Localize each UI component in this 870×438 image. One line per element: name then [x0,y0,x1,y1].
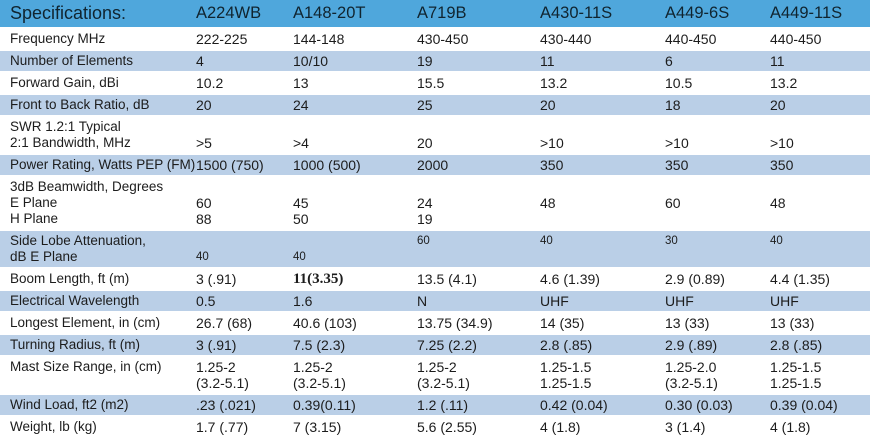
table-row [0,395,870,415]
spec-cell: 40 [196,251,209,263]
spec-cell: .23 (.021) [196,397,256,413]
table-row [0,177,870,229]
spec-cell: 2000 [417,157,449,173]
spec-cell: 20 [196,97,212,113]
table-row [0,155,870,175]
spec-cell: 222-225 [196,31,248,47]
spec-cell: 48 [540,195,556,211]
spec-cell: 25 [417,97,433,113]
column-header: A449-11S [770,4,843,22]
spec-cell: 48 [770,195,786,211]
spec-cell: 10/10 [293,53,329,69]
spec-cell: 13 [293,75,309,91]
spec-cell: UHF [540,293,569,309]
table-header-row [0,0,870,27]
table-row [0,95,870,115]
row-label: Forward Gain, dBi [10,75,119,90]
spec-cell: 13.5 (4.1) [417,271,477,287]
spec-cell: 40.6 (103) [293,315,357,331]
spec-cell: 60 88 [196,195,212,227]
spec-cell: 6 [665,53,673,69]
spec-cell: 13.2 [540,75,568,91]
spec-cell: 4 [196,53,204,69]
spec-cell: 1.6 [293,293,313,309]
spec-cell: 13.2 [770,75,798,91]
row-label: Mast Size Range, in (cm) [10,359,162,374]
row-label: Number of Elements [10,53,134,68]
spec-cell: 19 [417,53,433,69]
column-header: A449-6S [665,4,730,22]
spec-cell: 0.30 (0.03) [665,397,733,413]
spec-cell: 1.25-1.5 1.25-1.5 [770,359,822,391]
spec-cell: 15.5 [417,75,445,91]
spec-cell: 7.25 (2.2) [417,337,477,353]
table-row [0,269,870,289]
spec-cell: UHF [665,293,694,309]
spec-cell: >10 [665,135,689,151]
row-label: Turning Radius, ft (m) [10,337,141,352]
spec-cell: 40 [293,251,306,263]
table-row [0,417,870,437]
spec-cell: 20 [540,97,556,113]
spec-cell: 11 [540,53,555,69]
spec-cell: 4 (1.8) [540,419,581,435]
spec-cell: 3 (1.4) [665,419,706,435]
spec-cell: 3 (.91) [196,271,237,287]
spec-cell: 2.9 (0.89) [665,271,725,287]
table-row [0,313,870,333]
spec-cell: 40 [540,235,553,247]
row-label: Longest Element, in (cm) [10,315,161,330]
spec-cell: 4.6 (1.39) [540,271,600,287]
spec-cell: 20 [417,135,433,151]
spec-cell: 2.8 (.85) [770,337,823,353]
spec-cell: 24 [293,97,309,113]
spec-cell: 0.5 [196,293,216,309]
spec-cell: 350 [540,157,564,173]
row-label: Power Rating, Watts PEP (FM) [10,157,196,172]
row-label: 3dB Beamwidth, Degrees E Plane H Plane [10,179,164,226]
spec-cell: 0.39 (0.04) [770,397,838,413]
table-body [0,29,870,437]
spec-cell: 144-148 [293,31,345,47]
spec-cell: 1500 (750) [196,157,264,173]
spec-cell: 440-450 [770,31,822,47]
spec-cell: 24 19 [417,195,433,227]
column-header: A148-20T [293,4,366,22]
spec-cell: 10.5 [665,75,693,91]
column-header: A224WB [196,4,262,22]
row-label: Frequency MHz [10,31,106,46]
table-row [0,231,870,267]
table-row [0,73,870,93]
spec-cell: 350 [665,157,689,173]
spec-cell: >4 [293,135,309,151]
column-header: A719B [417,4,467,22]
spec-cell: 0.39(0.11) [293,397,356,413]
spec-cell: 5.6 (2.55) [417,419,477,435]
spec-cell: 10.2 [196,75,224,91]
spec-cell: 60 [665,195,681,211]
row-label: Boom Length, ft (m) [10,271,130,286]
table-row [0,335,870,355]
row-label: Electrical Wavelength [10,293,140,308]
spec-cell: 7 (3.15) [293,419,342,435]
spec-cell: 430-450 [417,31,469,47]
row-label: Front to Back Ratio, dB [10,97,150,112]
table-row [0,291,870,311]
spec-cell: 1.25-2 (3.2-5.1) [417,359,470,391]
row-label: Weight, lb (kg) [10,419,97,434]
spec-cell: 11 [770,53,785,69]
row-label: SWR 1.2:1 Typical 2:1 Bandwidth, MHz [10,119,131,150]
spec-cell: 13.75 (34.9) [417,315,493,331]
spec-cell: 1000 (500) [293,157,361,173]
spec-cell: 14 (35) [540,315,585,331]
spec-cell: 1.25-2 (3.2-5.1) [196,359,249,391]
table-row [0,357,870,393]
table-row [0,51,870,71]
spec-cell: 2.9 (.89) [665,337,718,353]
spec-cell: 13 (33) [770,315,815,331]
spec-cell: 7.5 (2.3) [293,337,346,353]
spec-cell: 1.2 (.11) [417,397,469,413]
spec-cell: 430-440 [540,31,592,47]
spec-cell: 3 (.91) [196,337,237,353]
spec-cell: 11(3.35) [293,271,344,287]
spec-cell: 20 [770,97,786,113]
row-label: Side Lobe Attenuation, dB E Plane [10,233,146,264]
spec-cell: 350 [770,157,794,173]
spec-cell: >5 [196,135,212,151]
spec-cell: >10 [770,135,794,151]
spec-cell: UHF [770,293,799,309]
table-row [0,29,870,49]
spec-cell: 1.25-2 (3.2-5.1) [293,359,346,391]
row-label: Wind Load, ft2 (m2) [10,397,129,412]
spec-cell: 1.25-1.5 1.25-1.5 [540,359,592,391]
spec-cell: 0.42 (0.04) [540,397,608,413]
spec-cell: 440-450 [665,31,717,47]
spec-cell: >10 [540,135,564,151]
spec-cell: 4 (1.8) [770,419,811,435]
spec-cell: 18 [665,97,681,113]
spec-cell: 1.7 (.77) [196,419,249,435]
spec-cell: 26.7 (68) [196,315,253,331]
spec-cell: 4.4 (1.35) [770,271,830,287]
spec-cell: N [417,293,428,309]
spec-cell: 1.25-2.0 (3.2-5.1) [665,359,718,391]
spec-cell: 13 (33) [665,315,710,331]
spec-cell: 2.8 (.85) [540,337,593,353]
spec-cell: 40 [770,235,783,247]
table-row [0,117,870,153]
spec-cell: 30 [665,235,678,247]
spec-cell: 60 [417,235,430,247]
column-header: A430-11S [540,4,613,22]
table-title: Specifications: [10,3,127,23]
spec-cell: 45 50 [293,195,309,227]
